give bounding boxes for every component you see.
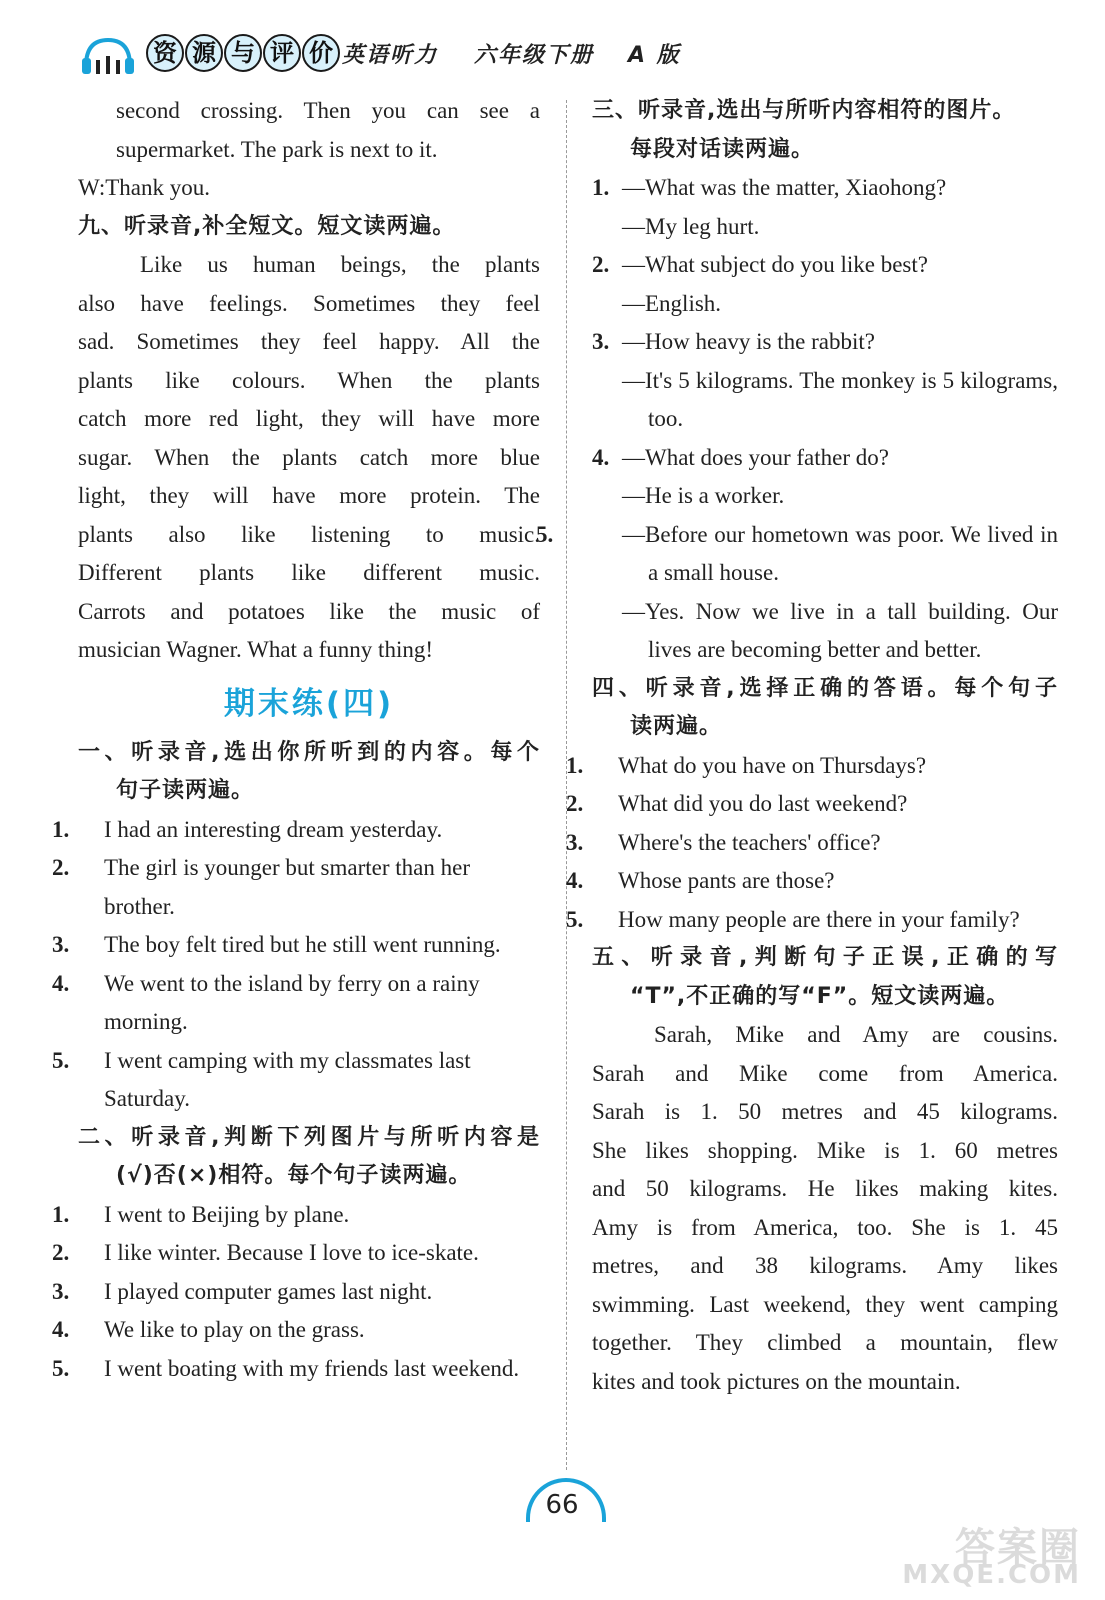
passage-line: plants also like listening to music. (78, 521, 540, 547)
section-5-heading-cont: “T”,不正确的写“F”。短文读两遍。 (630, 983, 1010, 1009)
item-text: —Before our hometown was poor. We lived in a small house. (622, 521, 1058, 585)
passage-line: kites and took pictures on the mountain. (592, 1368, 961, 1394)
list-item (566, 785, 1058, 824)
item-text: —What subject do you like best? (622, 252, 928, 277)
list-item (52, 1273, 540, 1312)
brand-char: 价 (302, 34, 340, 72)
item-number: 2. (52, 1240, 70, 1265)
page-number: 66 (545, 1490, 579, 1520)
dialogue-answer: —My leg hurt. (622, 213, 760, 239)
list-item (52, 1350, 540, 1389)
section-3-dialogues (536, 169, 1058, 670)
passage-line: metres, and 38 kilograms. Amy likes (592, 1253, 1058, 1278)
item-text: I went to Beijing by plane. (104, 1201, 350, 1227)
passage-line: Amy is from America, too. She is 1. 45 (592, 1214, 1058, 1240)
passage-line: Sarah is 1. 50 metres and 45 kilograms. (592, 1099, 1058, 1124)
dialogue-line: W:Thank you. (78, 175, 211, 200)
passage-line: plants like colours. When the plants (78, 367, 540, 393)
item-text: —How heavy is the rabbit? (622, 329, 875, 354)
dialogue-answer: —He is a worker. (622, 483, 785, 508)
item-text: What do you have on Thursdays? (618, 752, 927, 778)
item-text: We like to play on the grass. (104, 1317, 365, 1342)
list-item (52, 965, 540, 1042)
watermark-text: 答案圈 (955, 1525, 1081, 1571)
passage-line: sugar. When the plants catch more blue (78, 444, 540, 470)
passage-line: swimming. Last weekend, they went camping (592, 1291, 1058, 1317)
right-column (536, 92, 1058, 1401)
watermark (871, 1516, 1081, 1588)
list-item (52, 1234, 540, 1273)
list-item (52, 1196, 540, 1235)
passage-line: musician Wagner. What a funny thing! (78, 637, 433, 662)
item-text: I went camping with my classmates last Saturday. (104, 1047, 471, 1111)
list-item (52, 1311, 540, 1350)
item-text: —What was the matter, Xiaohong? (622, 175, 947, 200)
list-item (52, 849, 540, 926)
item-number: 4. (52, 1317, 70, 1342)
dialogue-answer: —English. (622, 290, 722, 316)
item-number: 3. (52, 1278, 70, 1304)
list-item (52, 1042, 540, 1119)
item-text: What did you do last weekend? (618, 791, 908, 816)
section-1-list (52, 811, 540, 1119)
cousins-passage (592, 1016, 1058, 1401)
item-number: 2. (592, 252, 610, 277)
item-number: 2. (52, 855, 70, 880)
passage-line: Different plants like different music. (78, 560, 540, 585)
item-number: 1. (52, 1201, 70, 1227)
item-number: 3. (592, 329, 610, 354)
passage-line: sad. Sometimes they feel happy. All the (78, 329, 540, 354)
section-3-heading-cont: 每段对话读两遍。 (630, 136, 815, 162)
subject-label: 英语听力 (342, 43, 439, 68)
passage-line: She likes shopping. Mike is 1. 60 metres (592, 1137, 1058, 1163)
section-2-list (52, 1196, 540, 1389)
passage-line: catch more red light, they will have more (78, 406, 540, 431)
dialogue-question (592, 323, 1058, 362)
brand-char: 资 (146, 34, 184, 72)
item-text: I went boating with my friends last weekend. (104, 1355, 520, 1381)
item-number: 5. (566, 906, 584, 932)
passage-line: Sarah and Mike come from America. (592, 1060, 1058, 1086)
item-text: We went to the island by ferry on a rainy morning. (104, 970, 480, 1034)
item-number: 3. (52, 932, 70, 957)
section-4-heading-cont: 读两遍。 (630, 714, 723, 739)
headphones-icon (80, 36, 136, 76)
item-number: 5. (536, 521, 554, 547)
dialogue-answer (592, 593, 1058, 670)
list-item (52, 811, 540, 850)
brand-char: 评 (263, 34, 301, 72)
item-text: I like winter. Because I love to ice-skate. (104, 1240, 479, 1265)
grade-label: 六年级下册 (474, 43, 595, 68)
section-5-heading: 五、听录音,判断句子正误,正确的写 (592, 945, 1058, 970)
list-item (566, 862, 1058, 901)
item-text: I played computer games last night. (104, 1278, 433, 1304)
item-number: 1. (52, 816, 70, 842)
dialogue-line: supermarket. The park is next to it. (116, 136, 438, 162)
dialogue-question (592, 169, 1058, 208)
dialogue-question (536, 516, 1058, 593)
brand-title (146, 34, 340, 74)
dialogue-question (592, 439, 1058, 478)
item-number: 5. (52, 1047, 70, 1073)
item-number: 5. (52, 1355, 70, 1381)
item-number: 1. (566, 752, 584, 778)
brand-char: 源 (185, 34, 223, 72)
list-item (566, 747, 1058, 786)
item-number: 4. (52, 970, 70, 996)
brand-char: 与 (224, 34, 262, 72)
item-text: —What does your father do? (622, 444, 889, 470)
section-2-heading: 二、听录音,判断下列图片与所听内容是 (78, 1124, 540, 1150)
section-1-heading: 一、听录音,选出你所听到的内容。每个 (78, 739, 540, 765)
passage-line: Carrots and potatoes like the music of (78, 598, 540, 624)
passage-line: light, they will have more protein. The (78, 483, 540, 508)
passage-line: Like us human beings, the plants (140, 252, 540, 277)
item-number: 4. (566, 868, 584, 893)
item-text: —It's 5 kilograms. The monkey is 5 kilograms, too. (622, 367, 1058, 431)
list-item (52, 926, 540, 965)
watermark-url: MXQE.COM (902, 1560, 1081, 1590)
plants-passage (78, 246, 540, 670)
list-item (566, 901, 1058, 940)
dialogue-answer (592, 362, 1058, 439)
item-number: 3. (566, 829, 584, 855)
list-item (566, 824, 1058, 863)
edition-label: A 版 (628, 43, 681, 68)
passage-line: also have feelings. Sometimes they feel (78, 290, 540, 316)
item-text: Whose pants are those? (618, 868, 835, 893)
item-text: How many people are there in your family? (618, 906, 1020, 932)
section-1-heading-cont: 句子读两遍。 (116, 778, 255, 803)
item-text: I had an interesting dream yesterday. (104, 816, 443, 842)
section-4-heading: 四、听录音,选择正确的答语。每个句子 (592, 675, 1058, 701)
item-text: —Yes. Now we live in a tall building. Our lives are becoming better and better. (622, 598, 1058, 662)
item-text: The girl is younger but smarter than her brother. (104, 855, 470, 919)
page-header (80, 30, 1040, 82)
section-9-heading: 九、听录音,补全短文。短文读两遍。 (78, 213, 456, 239)
passage-line: Sarah, Mike and Amy are cousins. (654, 1022, 1058, 1047)
dialogue-line: second crossing. Then you can see a (116, 98, 540, 123)
passage-line: together. They climbed a mountain, flew (592, 1330, 1058, 1355)
item-number: 1. (592, 175, 610, 200)
dialogue-question (592, 246, 1058, 285)
item-text: The boy felt tired but he still went running. (104, 932, 501, 957)
section-2-heading-cont: (√)否(×)相符。每个句子读两遍。 (116, 1163, 472, 1188)
passage-line: and 50 kilograms. He likes making kites. (592, 1176, 1058, 1201)
item-number: 2. (566, 791, 584, 816)
section-3-heading: 三、听录音,选出与所听内容相符的图片。 (592, 98, 1016, 123)
exam-title: 期末练(四) (223, 685, 395, 722)
section-4-list (566, 747, 1058, 940)
page-number-badge (522, 1478, 602, 1528)
left-column (52, 92, 540, 1388)
item-text: Where's the teachers' office? (618, 829, 881, 855)
item-number: 4. (592, 444, 610, 470)
